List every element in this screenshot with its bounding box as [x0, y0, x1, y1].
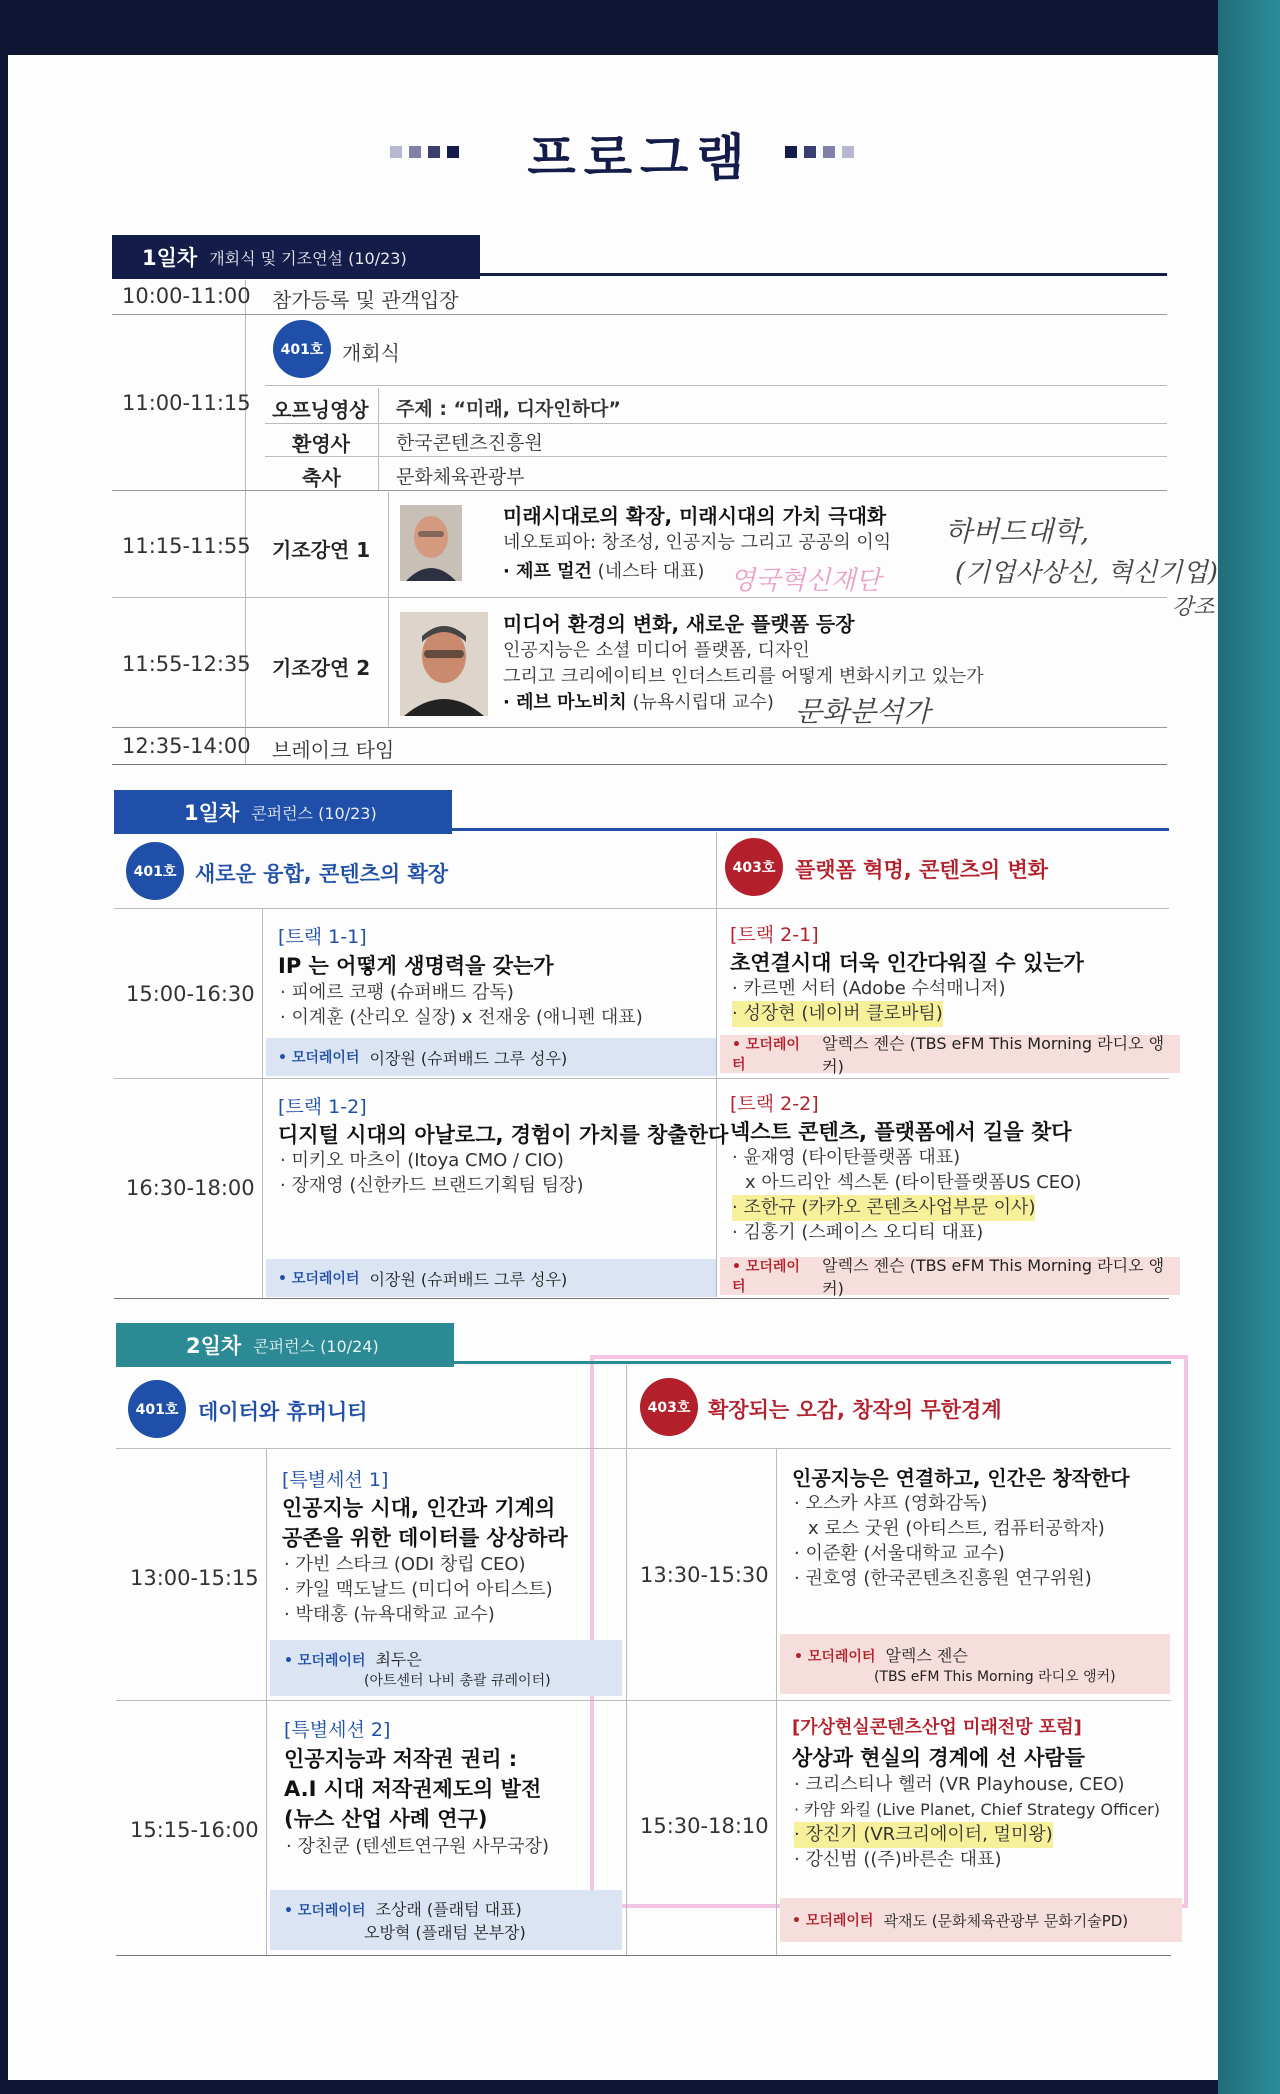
handwritten-note-harvard: 하버드대학,: [945, 515, 1090, 548]
room-badge-401: 401호: [128, 1380, 186, 1438]
room-badge-403: 403호: [725, 838, 783, 896]
d1-track-1-2: [트랙 1-2]: [278, 1096, 367, 1118]
column-divider: [626, 1365, 627, 1955]
opening-video-label: 오프닝영상: [272, 398, 369, 422]
moderator-label: • 모더레이터: [284, 1903, 366, 1919]
moderator-row: [794, 1643, 968, 1666]
keynote2-title: 미디어 환경의 변화, 새로운 플랫폼 등장: [503, 612, 855, 636]
row-divider: [116, 1955, 1171, 1956]
keynote2-speaker: [503, 690, 774, 716]
row-divider: [265, 385, 1167, 386]
d1-session1-time: 15:00-16:30: [126, 982, 255, 1006]
day-label: 1일차: [184, 801, 240, 825]
row-divider: [114, 1078, 1169, 1079]
room-badge-403: 403호: [640, 1378, 698, 1436]
welcome-label: 환영사: [292, 432, 350, 456]
moderator-name: 이장원 (슈퍼배드 그루 성우): [369, 1048, 568, 1068]
row-divider: [112, 314, 1167, 315]
keynote1-subtitle: 네오토피아: 창조성, 인공지능 그리고 공공의 이익: [503, 532, 892, 553]
d1-track-1-1-title: IP 는 어떻게 생명력을 갖는가: [278, 954, 554, 978]
d2-special-session-1-title-2: 공존을 위한 데이터를 상상하라: [282, 1526, 568, 1550]
speaker-affiliation: (뉴욕시립대 교수): [632, 692, 774, 713]
speaker-name: · 레브 마노비치: [503, 692, 627, 713]
row-divider: [112, 764, 1167, 765]
d2-right-session-1-speaker-2: x 로스 굿윈 (아티스트, 컴퓨터공학자): [808, 1518, 1105, 1539]
d1-track-2-2-speaker-4: · 김홍기 (스페이스 오디티 대표): [732, 1222, 984, 1243]
d1-track-1-1: [트랙 1-1]: [278, 926, 367, 948]
d2-session2-right-time: 15:30-18:10: [640, 1814, 769, 1838]
d2-vr-forum-speaker-1: · 크리스티나 헬러 (VR Playhouse, CEO): [794, 1774, 1125, 1795]
row-divider: [114, 1298, 1169, 1299]
moderator-affiliation: (TBS eFM This Morning 라디오 앵커): [874, 1668, 1116, 1685]
moderator-name: 알렉스 젠슨 (TBS eFM This Morning 라디오 앵커): [822, 1256, 1165, 1298]
d1-track-1-1-moderator: [266, 1038, 716, 1076]
d2-special-session-1-speaker-3: · 박태홍 (뉴욕대학교 교수): [284, 1604, 495, 1625]
room-badge-401: 401호: [126, 842, 184, 900]
title-decoration-right: [785, 146, 854, 158]
d1-track-1-2-speaker-2: · 장재영 (신한카드 브랜드기획팀 팀장): [280, 1175, 584, 1196]
moderator-row: [284, 1647, 422, 1670]
day-sub-label: 콘퍼런스 (10/23): [251, 803, 377, 823]
handwritten-note-uk-foundation: 영국혁신재단: [730, 566, 881, 596]
d2-special-session-1: [특별세션 1]: [282, 1469, 389, 1491]
d2-special-session-1-title-1: 인공지능 시대, 인간과 기계의: [282, 1496, 556, 1520]
section-rule: [112, 273, 1167, 276]
moderator-name: 최두은: [375, 1649, 422, 1669]
d2-vr-forum-moderator: [780, 1898, 1182, 1942]
moderator-label: • 모더레이터: [792, 1913, 874, 1929]
d1-track-2-2: [트랙 2-2]: [730, 1093, 819, 1115]
d1-track-2-1: [트랙 2-1]: [730, 924, 819, 946]
page-edge-right: [1218, 0, 1280, 2094]
keynote2-subtitle-1: 인공지능은 소셜 미디어 플랫폼, 디자인: [503, 640, 810, 661]
room-badge-401: 401호: [273, 320, 331, 378]
row-divider: [114, 908, 1169, 909]
page-title: 프로그램: [527, 129, 753, 187]
moderator-name: 곽재도 (문화체육관광부 문화기술PD): [883, 1911, 1129, 1930]
d2-special-session-2-title-3: (뉴스 산업 사례 연구): [284, 1807, 488, 1831]
left-track-theme: 새로운 융합, 콘텐츠의 확장: [195, 862, 449, 886]
handwritten-note-emphasis: 강조: [1172, 595, 1215, 620]
d1-track-1-2-moderator: [266, 1259, 716, 1297]
d2-vr-forum-speaker-2: · 카얌 와킬 (Live Planet, Chief Strategy Officer): [794, 1800, 1160, 1819]
d2-right-session-1-speaker-1: · 오스카 샤프 (영화감독): [794, 1493, 988, 1514]
moderator-row: [284, 1897, 522, 1920]
keynote1-title: 미래시대로의 확장, 미래시대의 가치 극대화: [503, 504, 887, 528]
column-divider: [266, 1448, 267, 1955]
d2-special-session-1-speaker-1: · 가빈 스타크 (ODI 창립 CEO): [284, 1554, 526, 1575]
congrats-label: 축사: [302, 466, 341, 490]
d2-special-session-2-speaker-1: · 장친쿤 (텐센트연구원 사무국장): [286, 1836, 549, 1857]
section-rule: [116, 1361, 1171, 1364]
day-label: 1일차: [142, 246, 198, 270]
speaker-name: · 제프 멀건: [503, 561, 592, 582]
moderator-label: • 모더레이터: [284, 1652, 366, 1669]
d2-special-session-2-moderator: [270, 1890, 622, 1950]
moderator-label: • 모더레이터: [732, 1259, 800, 1295]
section-rule: [114, 828, 1169, 831]
moderator-name: 알렉스 젠슨 (TBS eFM This Morning 라디오 앵커): [822, 1034, 1165, 1076]
row-divider: [265, 423, 1167, 424]
row-divider: [112, 597, 1167, 598]
right-track-theme: 확장되는 오감, 창작의 무한경계: [708, 1398, 1002, 1422]
keynote2-label: 기조강연 2: [272, 656, 371, 680]
day-sub-label: 콘퍼런스 (10/24): [253, 1336, 379, 1356]
column-divider: [388, 492, 389, 727]
reg-text: 참가등록 및 관객입장: [272, 288, 459, 312]
handwritten-note-company: (기업사상신, 혁신기업): [955, 558, 1218, 588]
row-divider: [116, 1700, 1171, 1701]
column-divider: [245, 280, 246, 765]
d2-right-session-1-speaker-4: · 권호영 (한국콘텐츠진흥원 연구위원): [794, 1568, 1092, 1589]
opening-video-text: 주제 : “미래, 디자인하다”: [396, 398, 621, 420]
moderator-label: • 모더레이터: [278, 1271, 360, 1287]
moderator-affiliation: (아트센터 나비 총괄 큐레이터): [364, 1672, 551, 1689]
ceremony-label: 개회식: [342, 341, 400, 365]
d2-special-session-2: [특별세션 2]: [284, 1719, 391, 1741]
d1-track-2-2-speaker-3: · 조한규 (카카오 콘텐츠사업부문 이사): [732, 1195, 1035, 1221]
d1-track-2-2-speaker-1: · 윤재영 (타이탄플랫폼 대표): [732, 1147, 961, 1168]
d2-special-session-2-title-2: A.I 시대 저작권제도의 발전: [284, 1777, 542, 1801]
d2-right-session-1-speaker-3: · 이준환 (서울대학교 교수): [794, 1543, 1005, 1564]
row-divider: [112, 727, 1167, 728]
keynote2-time: 11:55-12:35: [122, 652, 251, 676]
d1-track-1-1-speaker-1: · 피에르 코팽 (슈퍼배드 감독): [280, 982, 514, 1003]
right-track-theme: 플랫폼 혁명, 콘텐츠의 변화: [795, 858, 1049, 882]
speaker-photo-jeff-mulgan: [400, 505, 462, 581]
column-divider: [716, 832, 717, 1297]
d1-track-2-1-moderator: [720, 1034, 1180, 1076]
speaker-affiliation: (네스타 대표): [597, 561, 705, 582]
d1-session2-time: 16:30-18:00: [126, 1176, 255, 1200]
moderator-name-2: 오방혁 (플래텀 본부장): [364, 1923, 526, 1942]
d2-special-session-2-title-1: 인공지능과 저작권 권리 :: [284, 1747, 518, 1771]
keynote2-subtitle-2: 그리고 크리에이티브 인더스트리를 어떻게 변화시키고 있는가: [503, 666, 984, 687]
d2-vr-forum-speaker-4: · 강신범 ((주)바른손 대표): [794, 1849, 1002, 1870]
column-divider: [378, 388, 379, 490]
reg-time: 10:00-11:00: [122, 284, 251, 308]
d1-track-1-1-speaker-2: · 이계훈 (산리오 실장) x 전재웅 (애니펜 대표): [280, 1007, 643, 1028]
congrats-text: 문화체육관광부: [396, 466, 525, 488]
welcome-text: 한국콘텐츠진흥원: [396, 432, 543, 454]
d2-vr-forum: [가상현실콘텐츠산업 미래전망 포럼]: [792, 1717, 1082, 1738]
d2-session1-right-time: 13:30-15:30: [640, 1563, 769, 1587]
d2-right-session-1-title: 인공지능은 연결하고, 인간은 창작한다: [792, 1466, 1130, 1490]
column-divider: [776, 1448, 777, 1955]
keynote1-speaker: [503, 559, 704, 585]
left-track-theme: 데이터와 휴머니티: [198, 1400, 368, 1424]
keynote1-label: 기조강연 1: [272, 538, 371, 562]
d1-track-2-1-speaker-1: · 카르멘 서터 (Adobe 수석매니저): [732, 978, 1006, 999]
moderator-label: • 모더레이터: [794, 1648, 876, 1665]
speaker-photo-lev-manovich: [400, 612, 488, 716]
row-divider: [265, 456, 1167, 457]
d1-track-2-2-moderator: [720, 1256, 1180, 1298]
row-divider: [112, 490, 1167, 491]
moderator-label: • 모더레이터: [732, 1037, 800, 1073]
handwritten-note-culture-analyst: 문화분석가: [795, 695, 931, 728]
d2-vr-forum-title: 상상과 현실의 경계에 선 사람들: [792, 1746, 1085, 1770]
d2-vr-forum-speaker-3: · 장진기 (VR크리에이터, 멀미왕): [794, 1822, 1053, 1848]
column-divider: [262, 908, 263, 1298]
break-time: 12:35-14:00: [122, 734, 251, 758]
keynote1-time: 11:15-11:55: [122, 534, 251, 558]
row-divider: [116, 1448, 1171, 1449]
moderator-name: 이장원 (슈퍼배드 그루 성우): [369, 1269, 568, 1289]
break-text: 브레이크 타임: [272, 738, 395, 762]
moderator-name: 조상래 (플래텀 대표): [375, 1900, 522, 1919]
day-label: 2일차: [186, 1334, 242, 1358]
moderator-label: • 모더레이터: [278, 1050, 360, 1066]
moderator-name: 알렉스 젠슨: [885, 1645, 968, 1665]
opening-time: 11:00-11:15: [122, 391, 251, 415]
d2-session2-left-time: 15:15-16:00: [130, 1818, 259, 1842]
day-sub-label: 개회식 및 기조연설 (10/23): [209, 248, 407, 268]
d2-session1-left-time: 13:00-15:15: [130, 1566, 259, 1590]
d1-track-2-2-title: 넥스트 콘텐츠, 플랫폼에서 길을 찾다: [730, 1120, 1072, 1144]
d1-track-2-2-speaker-2: x 아드리안 섹스톤 (타이탄플랫폼US CEO): [745, 1172, 1082, 1193]
d2-right-session-1-moderator: [780, 1634, 1170, 1694]
d2-special-session-1-speaker-2: · 카일 맥도날드 (미디어 아티스트): [284, 1579, 553, 1600]
d2-special-session-1-moderator: [270, 1640, 622, 1696]
d1-track-1-2-speaker-1: · 미키오 마츠이 (Itoya CMO / CIO): [280, 1150, 564, 1171]
d1-track-2-1-speaker-2: · 성장현 (네이버 클로바팀): [732, 1001, 943, 1027]
d1-track-2-1-title: 초연결시대 더욱 인간다워질 수 있는가: [730, 951, 1084, 975]
d1-track-1-2-title: 디지털 시대의 아날로그, 경험이 가치를 창출한다: [278, 1123, 729, 1147]
